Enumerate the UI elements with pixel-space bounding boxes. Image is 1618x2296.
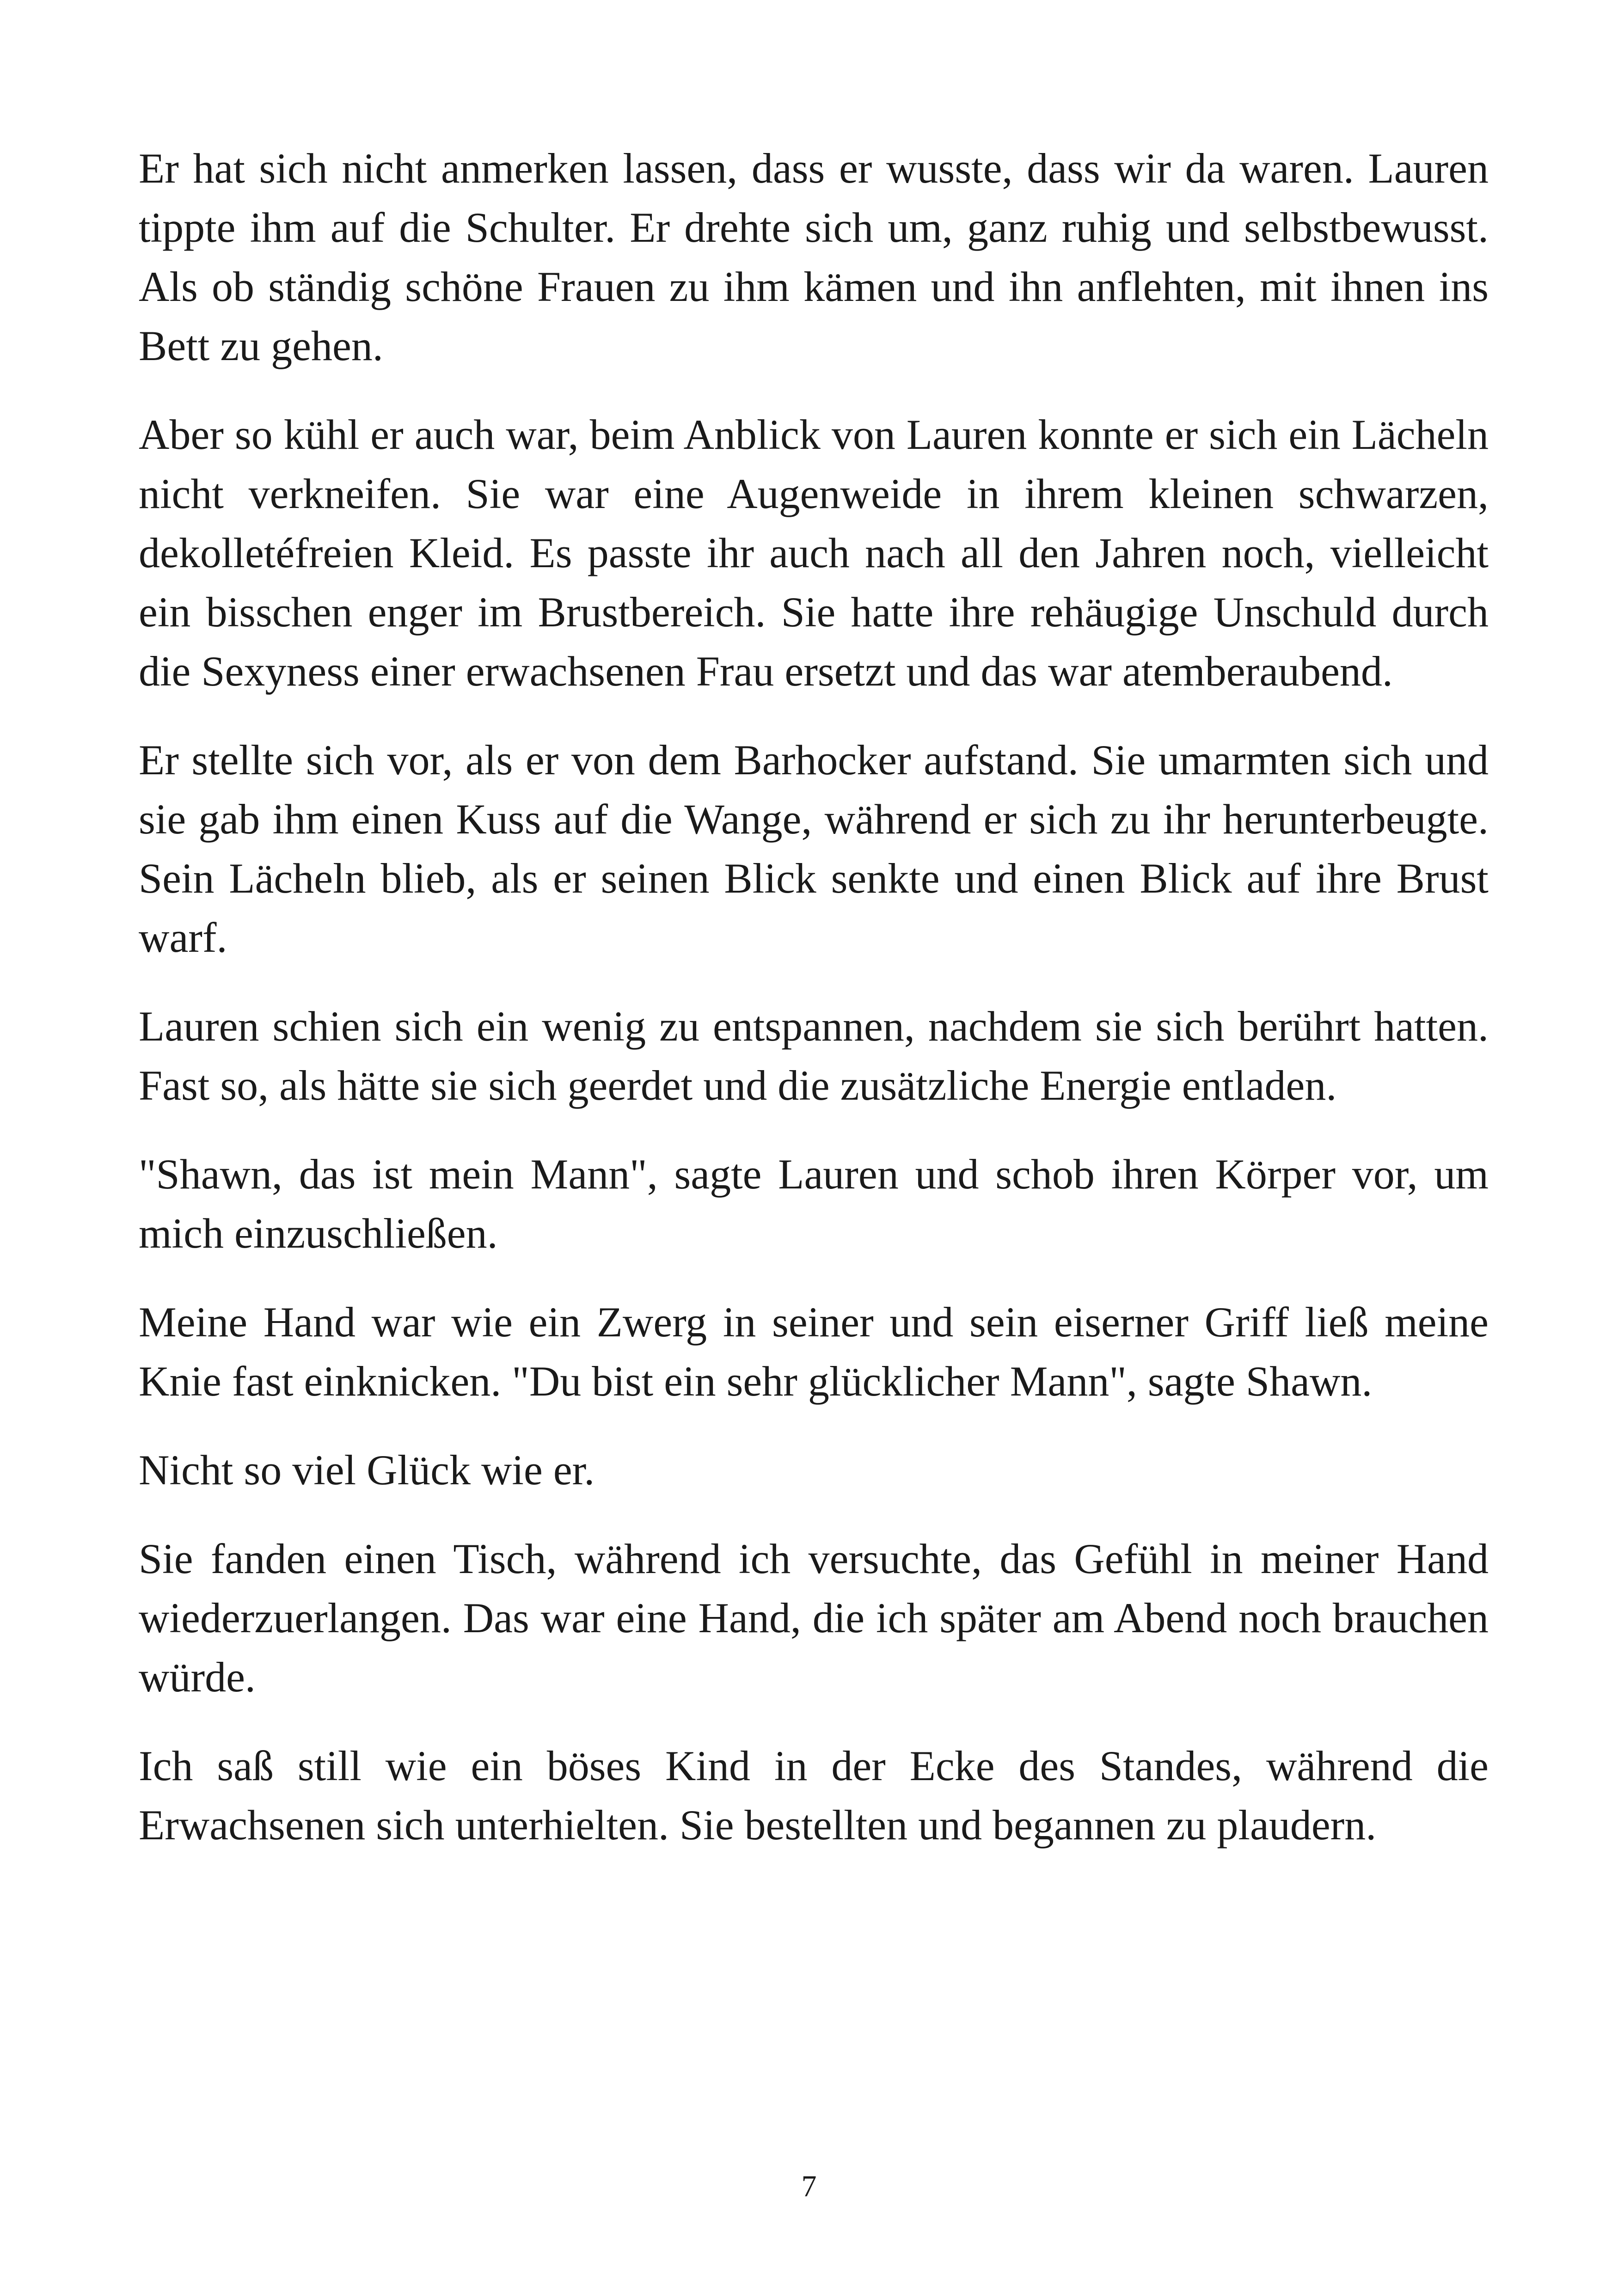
body-text [139, 139, 1489, 1855]
paragraph: Lauren schien sich ein wenig zu entspannen, nachdem sie sich berührt hatten. Fast so, als hätte sie sich geerdet und die zusätzliche Energie entladen. [139, 1003, 1489, 1109]
paragraph: "Shawn, das ist mein Mann", sagte Lauren und schob ihren Körper vor, um mich einzuschließen. [139, 1151, 1489, 1257]
paragraph: Aber so kühl er auch war, beim Anblick von Lauren konnte er sich ein Lächeln nicht verkneifen. Sie war eine Augenweide in ihrem kleinen schwarzen, dekolletéfreien Kleid. Es passte ihr auch nach all den Jahren noch, vielleicht ein bisschen enger im Brustbereich. Sie hatte ihre rehäugige Unschuld durch die Sexyness einer erwachsenen Frau ersetzt und das war atemberaubend. [139, 411, 1489, 695]
paragraph: Meine Hand war wie ein Zwerg in seiner und sein eiserner Griff ließ meine Knie fast einknicken. "Du bist ein sehr glücklicher Mann", sagte Shawn. [139, 1298, 1489, 1405]
paragraph: Er stellte sich vor, als er von dem Barhocker aufstand. Sie umarmten sich und sie gab ihm einen Kuss auf die Wange, während er sich zu ihr herunterbeugte. Sein Lächeln blieb, als er seinen Blick senkte und einen Blick auf ihre Brust warf. [139, 736, 1489, 961]
page-number: 7 [801, 2169, 817, 2203]
paragraph: Nicht so viel Glück wie er. [139, 1446, 595, 1494]
paragraph: Sie fanden einen Tisch, während ich versuchte, das Gefühl in meiner Hand wiederzuerlangen. Das war eine Hand, die ich später am Abend noch brauchen würde. [139, 1535, 1489, 1701]
paragraph: Ich saß still wie ein böses Kind in der Ecke des Standes, während die Erwachsenen sich unterhielten. Sie bestellten und begannen zu plaudern. [139, 1742, 1489, 1849]
paragraph: Er hat sich nicht anmerken lassen, dass er wusste, dass wir da waren. Lauren tippte ihm auf die Schulter. Er drehte sich um, ganz ruhig und selbstbewusst. Als ob ständig schöne Frauen zu ihm kämen und ihn anflehten, mit ihnen ins Bett zu gehen. [139, 145, 1489, 369]
